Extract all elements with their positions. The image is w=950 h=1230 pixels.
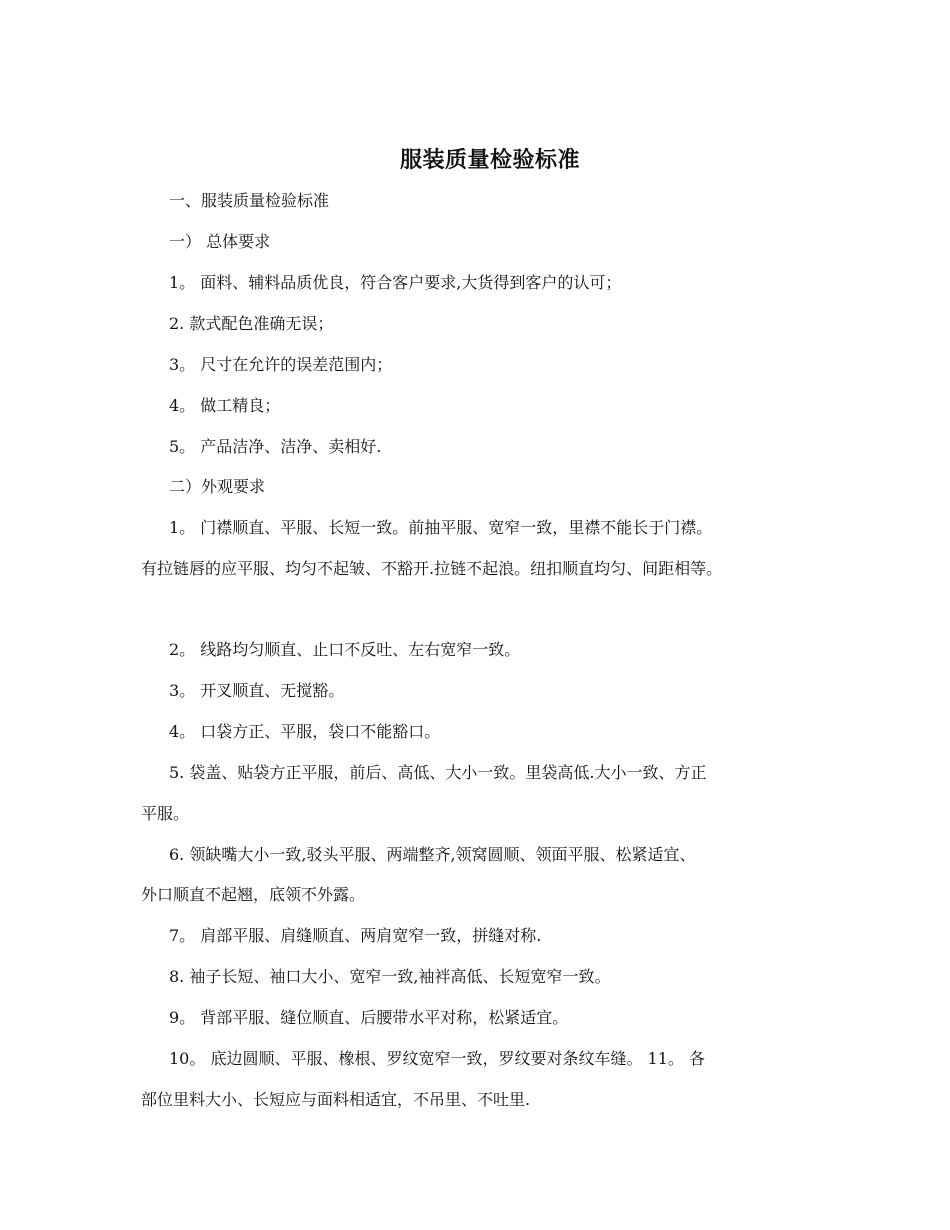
paragraph-line: 1。 门襟顺直、平服、长短一致。前抽平服、宽窄一致，里襟不能长于门襟。	[169, 518, 713, 537]
paragraph-line: 1。 面料、辅料品质优良，符合客户要求,大货得到客户的认可；	[169, 273, 622, 292]
paragraph-line: 3。 开叉顺直、无搅豁。	[169, 681, 345, 700]
paragraph-line: 5. 袋盖、贴袋方正平服，前后、高低、大小一致。里袋高低.大小一致、方正	[169, 763, 707, 782]
paragraph-line: 8. 袖子长短、袖口大小、宽窄一致,袖袢高低、长短宽窄一致。	[169, 967, 611, 986]
paragraph-line: 3。 尺寸在允许的误差范围内；	[169, 355, 393, 374]
subsection-heading: 一） 总体要求	[169, 232, 271, 251]
subsection-heading: 二）外观要求	[169, 477, 266, 496]
paragraph-line: 有拉链唇的应平服、均匀不起皱、不豁开.拉链不起浪。纽扣顺直均匀、间距相等。	[141, 559, 723, 578]
paragraph-line: 10。 底边圆顺、平服、橡根、罗纹宽窄一致，罗纹要对条纹车缝。 11。 各	[169, 1049, 705, 1068]
paragraph-line: 部位里料大小、长短应与面料相适宜，不吊里、不吐里.	[141, 1090, 531, 1109]
paragraph-line: 7。 肩部平服、肩缝顺直、两肩宽窄一致，拼缝对称.	[169, 926, 542, 945]
paragraph-line: 4。 做工精良；	[169, 396, 281, 415]
paragraph-line: 2。 线路均匀顺直、止口不反吐、左右宽窄一致。	[169, 640, 521, 659]
section-heading: 一、服装质量检验标准	[169, 191, 330, 210]
paragraph-line: 5。 产品洁净、洁净、卖相好.	[169, 437, 382, 456]
paragraph-line: 9。 背部平服、缝位顺直、后腰带水平对称，松紧适宜。	[169, 1008, 569, 1027]
document-title: 服装质量检验标准	[399, 147, 580, 173]
paragraph-line: 2. 款式配色准确无误；	[169, 314, 334, 333]
paragraph-line: 4。 口袋方正、平服，袋口不能豁口。	[169, 722, 441, 741]
paragraph-line: 平服。	[141, 804, 190, 823]
paragraph-line: 外口顺直不起翘，底领不外露。	[141, 885, 366, 904]
paragraph-line: 6. 领缺嘴大小一致,驳头平服、两端整齐,领窝圆顺、领面平服、松紧适宜、	[169, 845, 696, 864]
